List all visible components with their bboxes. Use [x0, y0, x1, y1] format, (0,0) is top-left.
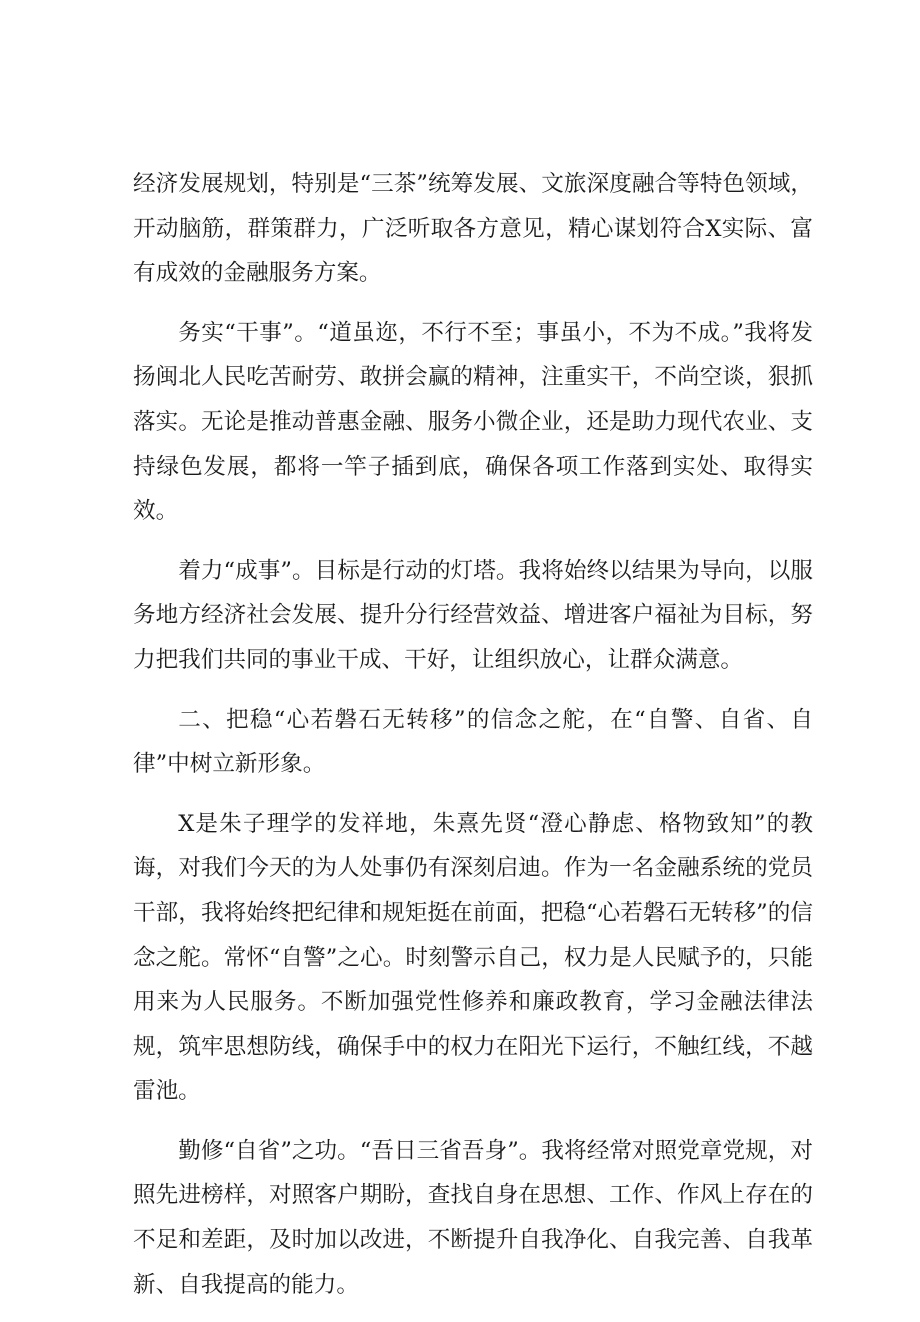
paragraph-2: 务实“干事”。“道虽迩，不行不至；事虽小，不为不成。”我将发扬闽北人民吃苦耐劳、敢拼会赢的精神，注重实干，不尚空谈，狠抓落实。无论是推动普惠金融、服务小微企业，还是助力现代农业、支持绿色发展，都将一竿子插到底，确保各项工作落到实处、取得实效。: [133, 319, 813, 525]
paragraph-5: X是朱子理学的发祥地，朱熹先贤“澄心静虑、格物致知”的教诲，对我们今天的为人处事仍有深刻启迪。作为一名金融系统的党员干部，我将始终把纪律和规矩挺在前面，把稳“心若磐石无转移”的信念之舵。常怀“自警”之心。时刻警示自己，权力是人民赋予的，只能用来为人民服务。不断加强党性修养和廉政教育，学习金融法律法规，筑牢思想防线，确保手中的权力在阳光下运行，不触红线，不越雷池。: [133, 810, 813, 1105]
section-heading-2: 二、把稳“心若磐石无转移”的信念之舵，在“自警、自省、自律”中树立新形象。: [133, 706, 813, 778]
paragraph-6: 勤修“自省”之功。“吾日三省吾身”。我将经常对照党章党规，对照先进榜样，对照客户期盼，查找自身在思想、工作、作风上存在的不足和差距，及时加以改进，不断提升自我净化、自我完善、自我革新、自我提高的能力。: [133, 1137, 813, 1298]
paragraph-3: 着力“成事”。目标是行动的灯塔。我将始终以结果为导向，以服务地方经济社会发展、提升分行经营效益、增进客户福祉为目标，努力把我们共同的事业干成、干好，让组织放心，让群众满意。: [133, 557, 813, 673]
document-body: [133, 162, 813, 1322]
paragraph-1: 经济发展规划，特别是“三茶”统筹发展、文旅深度融合等特色领域，开动脑筋，群策群力，广泛听取各方意见，精心谋划符合X实际、富有成效的金融服务方案。: [133, 171, 813, 287]
